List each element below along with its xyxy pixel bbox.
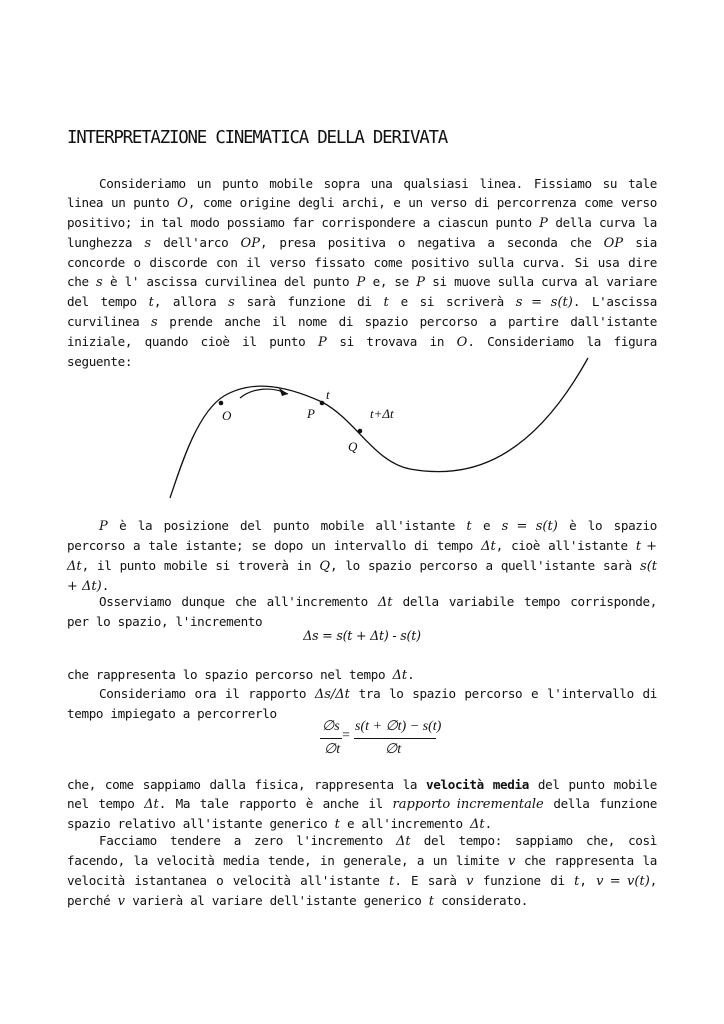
- text-run: sia concorde o discorde con il verso fissato come positivo sulla curva. Si usa dire che: [67, 235, 658, 289]
- text-run: , allora: [153, 294, 229, 309]
- text-run: . L'ascissa curvilinea: [67, 294, 658, 329]
- text-run: si trovava in: [326, 334, 457, 349]
- var-s-t-plus-dt: s(t + Δt): [67, 559, 657, 594]
- label-Q: Q: [348, 439, 358, 454]
- var-t: t: [334, 817, 340, 832]
- text-run: . Ma tale rapporto è anche il: [158, 796, 393, 811]
- var-ratio: Δs/Δt: [314, 687, 350, 702]
- var-P: P: [416, 275, 425, 290]
- text-run: .: [407, 667, 415, 682]
- text-run: e all'incremento: [339, 816, 471, 831]
- text-run: del tempo: sappiamo che, così facendo, la velocità media tende, in generale, a un limite: [67, 833, 657, 868]
- label-P: P: [307, 406, 315, 421]
- text-run: si muove sulla curva al variare del tempo: [67, 274, 657, 309]
- var-dt: Δt: [481, 539, 496, 554]
- fraction-numerator-left: ∅s: [322, 719, 340, 734]
- equation-inline: s = s(t): [501, 519, 558, 534]
- italic-term: rapporto incrementale: [392, 797, 544, 812]
- var-P: P: [539, 216, 548, 231]
- text-run: considerato.: [433, 893, 528, 908]
- var-dt: Δt: [144, 797, 159, 812]
- var-t-plus-dt: t + Δt: [67, 539, 658, 574]
- text-run: tra lo spazio percorso e l'intervallo di tempo impiegato a percorrerlo: [67, 686, 658, 721]
- var-dt: Δt: [470, 817, 485, 832]
- paragraph-increment: [67, 592, 657, 631]
- var-t: t: [383, 295, 389, 310]
- var-P: P: [356, 275, 366, 290]
- label-t-plus-dt: t+Δt: [370, 406, 394, 421]
- var-O: O: [456, 335, 468, 350]
- text-run: .: [101, 578, 109, 593]
- text-run: della variabile tempo corrisponde, per lo spazio, l'incremento: [67, 594, 657, 629]
- var-P: P: [99, 519, 108, 534]
- text-run: , presa positiva o negativa a seconda che: [259, 235, 604, 250]
- fraction-bar: [354, 738, 436, 739]
- fraction-bar: [320, 738, 342, 739]
- bold-term: velocità media: [426, 777, 529, 792]
- text-run: della curva la lunghezza: [67, 215, 658, 250]
- var-s: s: [150, 315, 158, 330]
- text-run: che, come sappiamo dalla fisica, rappresenta la: [67, 777, 427, 792]
- text-run: Osserviamo dunque che all'incremento: [99, 594, 378, 609]
- fraction-numerator-right: s(t + ∅t) − s(t): [355, 719, 442, 734]
- var-v: v: [117, 894, 125, 909]
- point-Q-dot: [358, 429, 363, 434]
- text-run: della funzione spazio relativo all'istante generico: [67, 796, 657, 831]
- text-run: .: [484, 816, 492, 831]
- text-run: . Consideriamo la figura seguente:: [67, 334, 657, 369]
- var-t: t: [428, 894, 434, 909]
- var-t: t: [574, 874, 580, 889]
- paragraph-instant-velocity: [67, 831, 657, 911]
- paragraph-position: [67, 516, 657, 596]
- var-t: t: [148, 295, 154, 310]
- text-run: è lo spazio percorso a tale istante; se dopo un intervallo di tempo: [67, 518, 658, 553]
- text-run: prende anche il nome di spazio percorso a partire dall'istante iniziale, quando cioè il punto: [67, 314, 657, 349]
- var-s: s: [96, 275, 103, 290]
- equation-inline: v = v(t): [596, 874, 650, 889]
- text-run: , cioè all'istante: [495, 538, 636, 553]
- var-OP: OP: [240, 236, 260, 251]
- text-run: , perché: [67, 873, 658, 908]
- formula-difference-quotient: [318, 716, 448, 762]
- text-run: , lo spazio percorso a quell'istante sarà: [330, 558, 641, 573]
- var-s: s: [228, 295, 235, 310]
- var-v: v: [507, 854, 516, 869]
- text-run: del punto mobile nel tempo: [67, 777, 658, 811]
- var-dt: Δt: [392, 668, 408, 683]
- text-run: che rappresenta lo spazio percorso nel tempo: [67, 667, 393, 682]
- text-run: Facciamo tendere a zero l'incremento: [99, 833, 396, 848]
- text-run: e: [471, 518, 502, 533]
- text-run: che rappresenta la velocità istantanea o velocità all'istante: [67, 853, 657, 888]
- var-dt: Δt: [377, 595, 393, 610]
- var-v: v: [466, 874, 474, 889]
- point-O-dot: [219, 401, 224, 406]
- var-P: P: [318, 335, 327, 350]
- label-t: t: [326, 387, 330, 402]
- var-OP: OP: [603, 236, 624, 251]
- text-run: sarà funzione di: [234, 294, 384, 309]
- paragraph-space-travelled: [67, 665, 657, 685]
- label-O: O: [222, 408, 232, 423]
- var-Q: Q: [319, 559, 330, 574]
- paragraph-intro: [67, 174, 657, 371]
- text-run: è l' ascissa curvilinea del punto: [102, 274, 357, 289]
- text-run: Consideriamo ora il rapporto: [99, 686, 315, 701]
- text-run: dell'arco: [151, 235, 241, 250]
- text-run: varierà al variare dell'istante generico: [124, 893, 429, 908]
- fraction-denominator-left: ∅t: [324, 742, 341, 757]
- fraction-denominator-right: ∅t: [385, 742, 402, 757]
- var-O: O: [177, 196, 188, 211]
- text-run: ,: [579, 873, 597, 888]
- trajectory-curve: [170, 358, 588, 498]
- point-P-dot: [320, 401, 325, 406]
- var-t: t: [466, 519, 472, 534]
- text-run: , il punto mobile si troverà in: [81, 558, 320, 573]
- text-run: . E sarà: [394, 873, 467, 888]
- formula-delta-s: Δs = s(t + Δt) - s(t): [303, 628, 421, 643]
- text-run: Consideriamo un punto mobile sopra una qualsiasi linea. Fissiamo su tale linea un punto: [67, 176, 657, 210]
- curve-figure: [160, 352, 600, 502]
- text-run: funzione di: [473, 873, 575, 888]
- var-t: t: [389, 874, 395, 889]
- var-dt: Δt: [396, 834, 411, 849]
- text-run: e si scriverà: [388, 294, 516, 309]
- text-run: e, se: [365, 274, 417, 289]
- equation-inline: s = s(t): [515, 295, 573, 310]
- text-run: è la posizione del punto mobile all'istante: [107, 518, 467, 533]
- paragraph-mean-velocity: [67, 775, 657, 834]
- page-title: INTERPRETAZIONE CINEMATICA DELLA DERIVATA: [67, 128, 448, 148]
- equals-sign: =: [342, 728, 350, 743]
- var-s: s: [144, 236, 151, 251]
- text-run: , come origine degli archi, e un verso di percorrenza come verso positivo; in tal modo possiamo far corrispondere a ciascun punto: [67, 195, 658, 230]
